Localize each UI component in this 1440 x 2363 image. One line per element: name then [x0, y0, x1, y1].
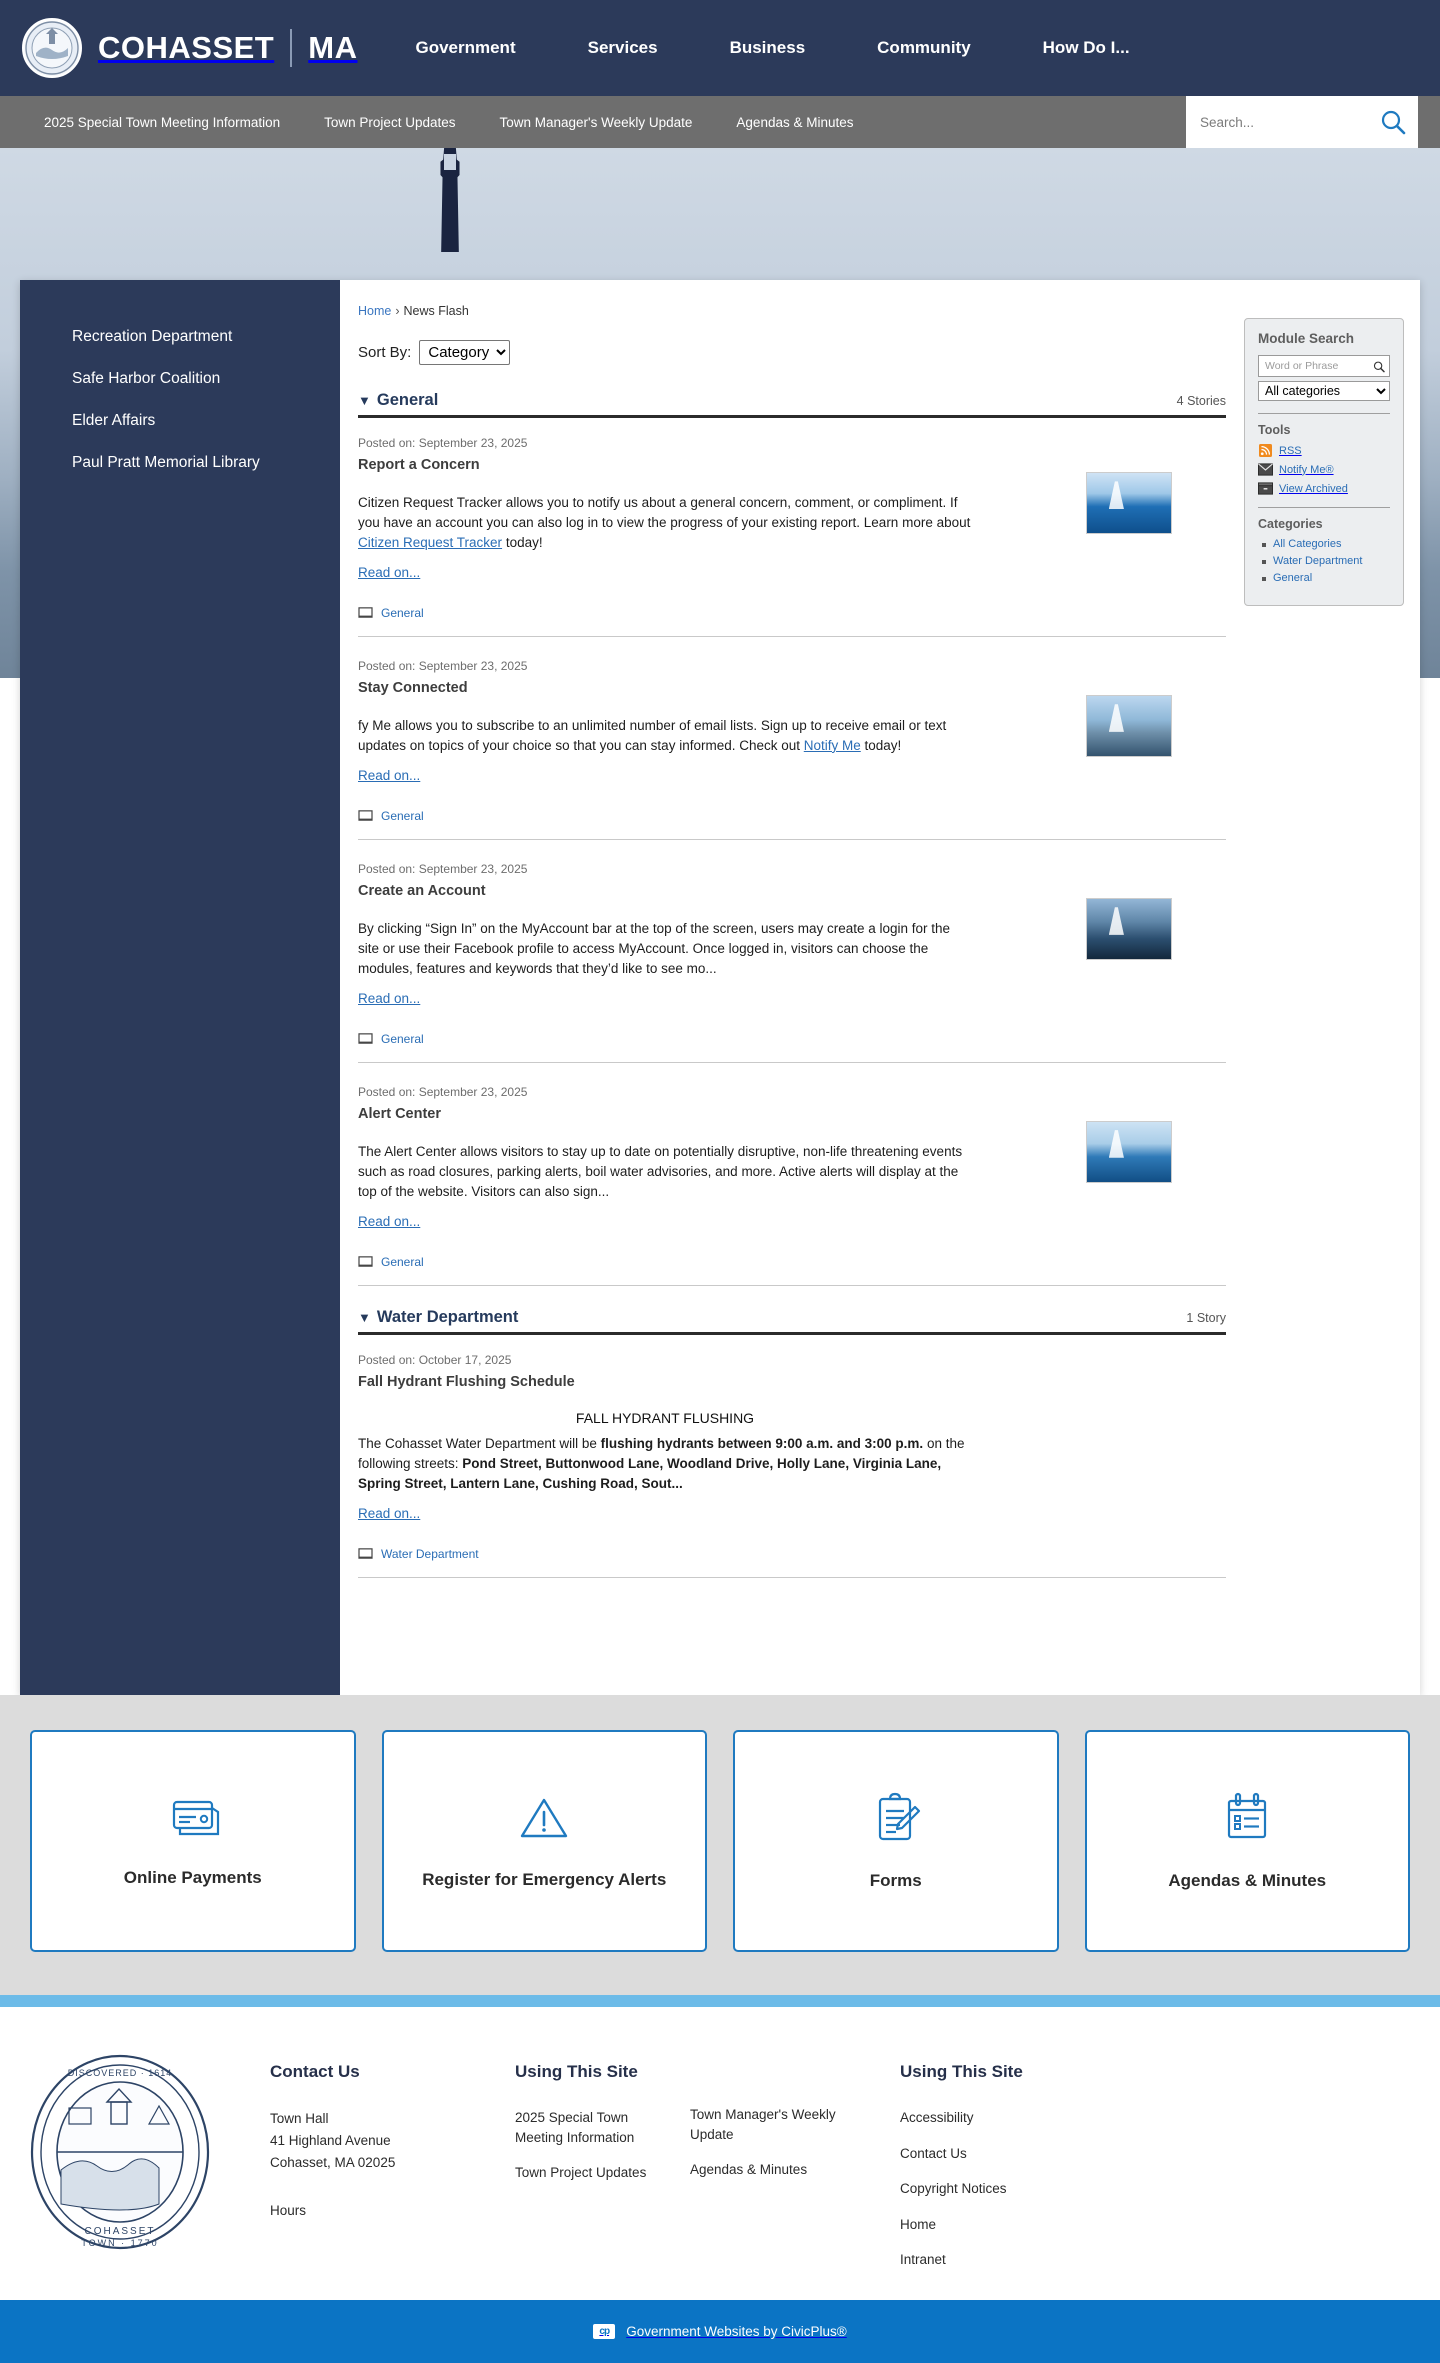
story-inline-link-notify-me[interactable]: Notify Me: [803, 737, 861, 753]
category-count-water-department: 1 Story: [1186, 1310, 1226, 1325]
category-name-water-department: Water Department: [376, 1307, 519, 1326]
news-story-create-an-account: [358, 862, 1226, 1052]
quick-link-label: Online Payments: [123, 1868, 262, 1887]
quick-link-forms[interactable]: [733, 1730, 1059, 1952]
breadcrumb-current: News Flash: [403, 304, 469, 318]
footer-contact-hours[interactable]: Hours: [270, 2202, 307, 2218]
brand-name: COHASSET: [98, 30, 275, 65]
story-centered-heading: FALL HYDRANT FLUSHING: [575, 1409, 755, 1426]
module-search-field: [1258, 355, 1390, 377]
tool-view-archived-label: View Archived: [1279, 482, 1348, 495]
story-posted-date: Posted on: September 23, 2025: [358, 861, 528, 876]
brand-state: MA: [308, 30, 358, 65]
footer-using-site-column-2: [900, 2052, 1100, 2300]
footer-link-agendas-minutes[interactable]: Agendas & Minutes: [690, 2162, 808, 2178]
story-tag-row: [358, 1543, 1226, 1561]
civicplus-text: Government Websites by CivicPlus®: [626, 2324, 847, 2339]
module-category-link-general[interactable]: General: [1273, 572, 1313, 584]
story-title[interactable]: Fall Hydrant Flushing Schedule: [358, 1373, 575, 1390]
nav-item-services[interactable]: Services: [587, 38, 658, 57]
tool-rss-link[interactable]: [1258, 444, 1390, 457]
breadcrumb: [358, 304, 1386, 318]
quick-link-online-payments[interactable]: [30, 1730, 356, 1952]
folder-icon: [358, 1255, 373, 1268]
credit-card-icon: [164, 1794, 222, 1842]
chevron-down-icon[interactable]: ▼: [358, 393, 371, 408]
story-inline-link-citizen-request-tracker[interactable]: Citizen Request Tracker: [358, 534, 503, 550]
search-input[interactable]: [1198, 114, 1379, 131]
story-body: [358, 493, 972, 553]
quick-links-row: [0, 1695, 1440, 1952]
footer-contact-street: 41 Highland Avenue: [270, 2132, 391, 2148]
module-search-panel: [1244, 318, 1404, 606]
news-story-stay-connected: [358, 659, 1226, 829]
search-button[interactable]: [1379, 108, 1407, 136]
module-divider-2: [1258, 507, 1390, 508]
envelope-icon: [1258, 463, 1273, 476]
breadcrumb-home[interactable]: Home: [358, 304, 392, 318]
main-header: [0, 0, 1440, 96]
brand-divider: [290, 29, 292, 67]
footer-using-site-title-2: Using This Site: [900, 2062, 1023, 2081]
footer-using-site-title-1: Using This Site: [515, 2062, 638, 2081]
story-body-bold-hours: flushing hydrants between 9:00 a.m. and 3:00 p.m.: [600, 1435, 924, 1451]
tool-notify-me-label: Notify Me®: [1279, 463, 1334, 476]
nav-item-government[interactable]: Government: [415, 38, 516, 57]
civicplus-logo-icon: cp: [593, 2324, 615, 2339]
subnav-item-special-town-meeting[interactable]: 2025 Special Town Meeting Information: [44, 114, 281, 130]
story-divider: [358, 636, 1226, 637]
quick-link-label: Register for Emergency Alerts: [422, 1870, 667, 1889]
quick-link-register-emergency-alerts[interactable]: [382, 1730, 708, 1952]
footer-link-copyright-notices[interactable]: Copyright Notices: [900, 2181, 1007, 2197]
search-icon[interactable]: [1373, 360, 1385, 373]
story-posted-date: Posted on: September 23, 2025: [358, 1084, 528, 1099]
story-body-bold-streets: Pond Street, Buttonwood Lane, Woodland Drive, Holly Lane, Virginia Lane, Spring Street, Lantern Lane, Cushing Road, Sout...: [358, 1455, 942, 1491]
secondary-navigation: [22, 115, 876, 130]
svg-text:DISCOVERED · 1614: DISCOVERED · 1614: [67, 2068, 173, 2078]
module-category-list: [1258, 538, 1390, 584]
story-tag-label[interactable]: General: [381, 1254, 424, 1269]
news-story-report-a-concern: [358, 436, 1226, 626]
story-read-on-link[interactable]: Read on...: [358, 1505, 421, 1521]
footer-accent-rule: [0, 1995, 1440, 2007]
story-tag-label[interactable]: Water Department: [381, 1546, 479, 1561]
footer-town-seal-icon: [20, 2052, 220, 2252]
footer-using-site-column-1b: [690, 2052, 860, 2300]
secondary-navigation-bar: [0, 96, 1440, 148]
story-tag-label[interactable]: General: [381, 808, 424, 823]
story-thumbnail-harbor[interactable]: [1086, 695, 1172, 757]
story-posted-date: Posted on: September 23, 2025: [358, 436, 528, 450]
footer-link-intranet[interactable]: Intranet: [900, 2252, 946, 2268]
site-logo-link[interactable]: [22, 18, 357, 78]
story-read-on-link[interactable]: Read on...: [358, 564, 421, 580]
module-category-link-water[interactable]: Water Department: [1273, 555, 1363, 567]
civicplus-bar[interactable]: [0, 2300, 1440, 2363]
category-count-general: 4 Stories: [1176, 394, 1226, 408]
nav-item-how-do-i[interactable]: How Do I...: [1042, 38, 1130, 57]
module-category-item[interactable]: [1273, 572, 1390, 584]
module-tools-title: Tools: [1258, 423, 1291, 437]
quick-link-label: Agendas & Minutes: [1168, 1871, 1327, 1890]
module-category-item[interactable]: [1273, 538, 1390, 550]
town-seal-icon: [22, 18, 82, 78]
footer-link-contact-us[interactable]: Contact Us: [900, 2145, 967, 2161]
story-tag-row: [358, 1251, 1226, 1269]
story-body-text: Citizen Request Tracker allows you to notify us about a general concern, comment, or compliment. If you have an account you can also log in to view the progress of your existing report. Learn more about: [358, 495, 971, 530]
story-divider: [358, 1062, 1226, 1063]
story-tag-label[interactable]: General: [381, 1031, 424, 1046]
story-title[interactable]: Alert Center: [358, 1105, 441, 1122]
tool-view-archived-link[interactable]: [1258, 482, 1390, 495]
story-title[interactable]: Create an Account: [358, 882, 486, 899]
footer-link-town-manager-update[interactable]: Town Manager's Weekly Update: [690, 2107, 836, 2142]
module-search-title: Module Search: [1258, 331, 1355, 346]
category-name-general: General: [376, 391, 439, 409]
story-body: By clicking “Sign In” on the MyAccount bar at the top of the screen, users may create a login for the site or use their Facebook profile to access MyAccount. Once logged in, visitors can choose the modules, features and keywords that they’d like to see mo...: [358, 920, 951, 976]
story-body: The Alert Center allows visitors to stay up to date on potentially disruptive, non-life threatening events such as road closures, parking alerts, boil water advisories, and more. Active alerts will display at the top of the website. Visitors can also sign...: [358, 1143, 963, 1199]
svg-text:COHASSET: COHASSET: [84, 2226, 156, 2237]
story-posted-date: Posted on: September 23, 2025: [358, 658, 528, 673]
story-divider: [358, 839, 1226, 840]
brand-text: [98, 29, 357, 67]
folder-icon: [358, 606, 373, 619]
sidebar-item-safe-harbor-coalition[interactable]: Safe Harbor Coalition: [72, 370, 221, 387]
module-search-input[interactable]: [1263, 359, 1373, 373]
module-categories-title: Categories: [1258, 517, 1323, 531]
footer-contact-town-hall: Town Hall: [270, 2111, 329, 2126]
subnav-item-town-project-updates[interactable]: Town Project Updates: [324, 114, 456, 130]
story-divider: [358, 1285, 1226, 1286]
breadcrumb-separator: ›: [395, 304, 400, 318]
quick-link-agendas-minutes[interactable]: [1085, 1730, 1411, 1952]
footer-link-accessibility[interactable]: Accessibility: [900, 2110, 974, 2125]
folder-icon: [358, 1547, 373, 1560]
archive-icon: [1258, 482, 1273, 495]
tool-notify-me-link[interactable]: [1258, 463, 1390, 476]
module-divider: [1258, 413, 1390, 414]
story-thumbnail-sailboat[interactable]: [1086, 1121, 1172, 1183]
folder-icon: [358, 809, 373, 822]
sort-select[interactable]: [419, 340, 510, 365]
tool-rss-label: RSS: [1279, 444, 1302, 457]
story-read-on-link[interactable]: Read on...: [358, 767, 421, 783]
story-thumbnail-lighthouse[interactable]: [1086, 472, 1172, 534]
site-search: [1186, 96, 1418, 148]
warning-triangle-icon: [515, 1792, 573, 1844]
story-tag-label[interactable]: General: [381, 605, 424, 620]
story-read-on-link[interactable]: Read on...: [358, 1213, 421, 1229]
story-title[interactable]: Report a Concern: [358, 457, 480, 473]
page-sidebar: [20, 280, 340, 1695]
story-title[interactable]: Stay Connected: [358, 679, 468, 696]
news-flash-main: [340, 280, 1420, 1695]
search-icon: [1379, 108, 1407, 136]
category-header-water-department[interactable]: [358, 1308, 1226, 1335]
sidebar-item-elder-affairs[interactable]: Elder Affairs: [72, 412, 156, 429]
sort-control: [358, 340, 1386, 365]
chevron-down-icon[interactable]: ▼: [358, 1309, 371, 1325]
story-body-text: fy Me allows you to subscribe to an unlimited number of email lists. Sign up to receive email or text updates on topics of your choice so that you can stay informed. Check out: [358, 717, 947, 753]
site-footer: [0, 2007, 1440, 2300]
quick-link-label: Forms: [869, 1871, 922, 1890]
news-story-alert-center: [358, 1085, 1226, 1275]
category-title-water-department: [358, 1308, 518, 1327]
footer-contact-title: Contact Us: [270, 2062, 360, 2081]
footer-link-home[interactable]: Home: [900, 2216, 937, 2232]
calendar-list-icon: [1220, 1791, 1274, 1845]
folder-icon: [358, 1032, 373, 1045]
footer-contact-city: Cohasset, MA 02025: [270, 2154, 396, 2170]
category-header-general[interactable]: [358, 391, 1226, 418]
module-category-link-all[interactable]: All Categories: [1273, 538, 1342, 550]
story-thumbnail-sunset-harbor[interactable]: [1086, 898, 1172, 960]
page-content-card: [20, 280, 1420, 1695]
story-read-on-link[interactable]: Read on...: [358, 990, 421, 1006]
subnav-item-town-manager-update[interactable]: Town Manager's Weekly Update: [499, 114, 693, 130]
primary-navigation: [415, 26, 1201, 70]
rss-icon: [1258, 444, 1273, 457]
clipboard-pencil-icon: [868, 1791, 924, 1845]
footer-contact-column: [270, 2052, 465, 2300]
story-body-text-mid: on the following streets:: [358, 1435, 965, 1471]
sidebar-item-recreation-department[interactable]: Recreation Department: [72, 328, 233, 345]
lighthouse-lamp: [444, 154, 456, 170]
footer-link-town-project-updates[interactable]: Town Project Updates: [515, 2165, 647, 2181]
sidebar-item-paul-pratt-memorial-library[interactable]: Paul Pratt Memorial Library: [72, 454, 260, 471]
nav-item-community[interactable]: Community: [877, 38, 971, 57]
story-posted-date: Posted on: October 17, 2025: [358, 1352, 512, 1367]
story-body: [358, 1434, 972, 1494]
news-story-fall-hydrant-flushing: [358, 1353, 1226, 1567]
story-body-text: The Cohasset Water Department will be: [358, 1435, 601, 1451]
story-divider: [358, 1577, 1226, 1578]
category-title-general: [358, 391, 438, 410]
svg-text:TOWN · 1770: TOWN · 1770: [81, 2238, 159, 2248]
story-tag-row: [358, 1028, 1226, 1046]
module-category-item[interactable]: [1273, 555, 1390, 567]
module-search-category-select[interactable]: [1258, 381, 1390, 401]
story-body: [358, 716, 972, 756]
footer-link-special-town-meeting[interactable]: 2025 Special Town Meeting Information: [515, 2110, 635, 2145]
story-body-text-post: today!: [502, 534, 543, 550]
sort-label: Sort By:: [358, 344, 412, 361]
quick-links-section: [0, 1695, 1440, 1995]
story-tag-row: [358, 805, 1226, 823]
footer-using-site-column-1: [515, 2052, 670, 2300]
story-tag-row: [358, 602, 1226, 620]
nav-item-business[interactable]: Business: [729, 38, 806, 57]
subnav-item-agendas-minutes[interactable]: Agendas & Minutes: [736, 114, 854, 130]
story-body-text-post: today!: [860, 737, 902, 753]
